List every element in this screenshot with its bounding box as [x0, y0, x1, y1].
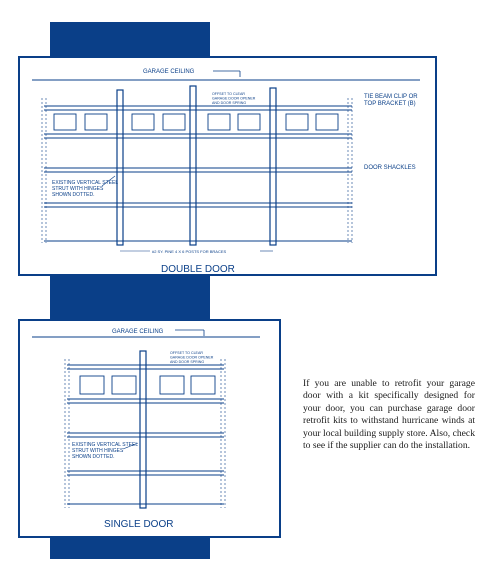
door-shackles-label: DOOR SHACKLES [364, 165, 416, 171]
offset-note-line-1: OFFSET TO CLEAR [170, 351, 203, 355]
offset-note-line-1: OFFSET TO CLEAR [212, 92, 245, 96]
ceiling-label: GARAGE CEILING [143, 69, 195, 75]
steel-strut-label-line-3: SHOWN DOTTED. [72, 454, 115, 460]
offset-note-line-2: GARAGE DOOR OPENER [212, 96, 256, 101]
tie-beam-label-line-1: TIE BEAM CLIP OR [364, 94, 418, 100]
offset-note-line-3: AND DOOR SPRING [212, 101, 247, 105]
offset-note-line-2: GARAGE DOOR OPENER [170, 355, 214, 360]
offset-note-line-3: AND DOOR SPRING [170, 360, 205, 364]
double-door-diagram [18, 56, 437, 276]
blue-band-bottom [50, 535, 210, 559]
ceiling-label: GARAGE CEILING [112, 329, 164, 335]
blue-band-middle [50, 274, 210, 322]
steel-strut-label-line-2: STRUT WITH HINGES [72, 448, 124, 454]
single-door-title: SINGLE DOOR [104, 519, 174, 530]
steel-strut-label-line-3: SHOWN DOTTED. [52, 192, 95, 198]
posts-label: #2 SY. PINE 4 X 6 POSTS FOR BRACES [152, 249, 227, 254]
double-door-title: DOUBLE DOOR [161, 264, 235, 274]
steel-strut-label-line-2: STRUT WITH HINGES [52, 186, 104, 192]
retrofit-kit-paragraph: If you are unable to retrofit your garage door with a kit specifically designed for your door, you can purchase garage door retrofit kits to withstand hurricane winds at your local building supply store. Also, check to see if the supplier can do the installation. [303, 378, 475, 452]
single-door-diagram [18, 319, 281, 538]
blue-band-top [50, 22, 210, 58]
steel-strut-label-line-1: EXISTING VERTICAL STEEL [72, 442, 139, 448]
tie-beam-label-line-2: TOP BRACKET (B) [364, 101, 416, 107]
steel-strut-label-line-1: EXISTING VERTICAL STEEL [52, 180, 119, 186]
